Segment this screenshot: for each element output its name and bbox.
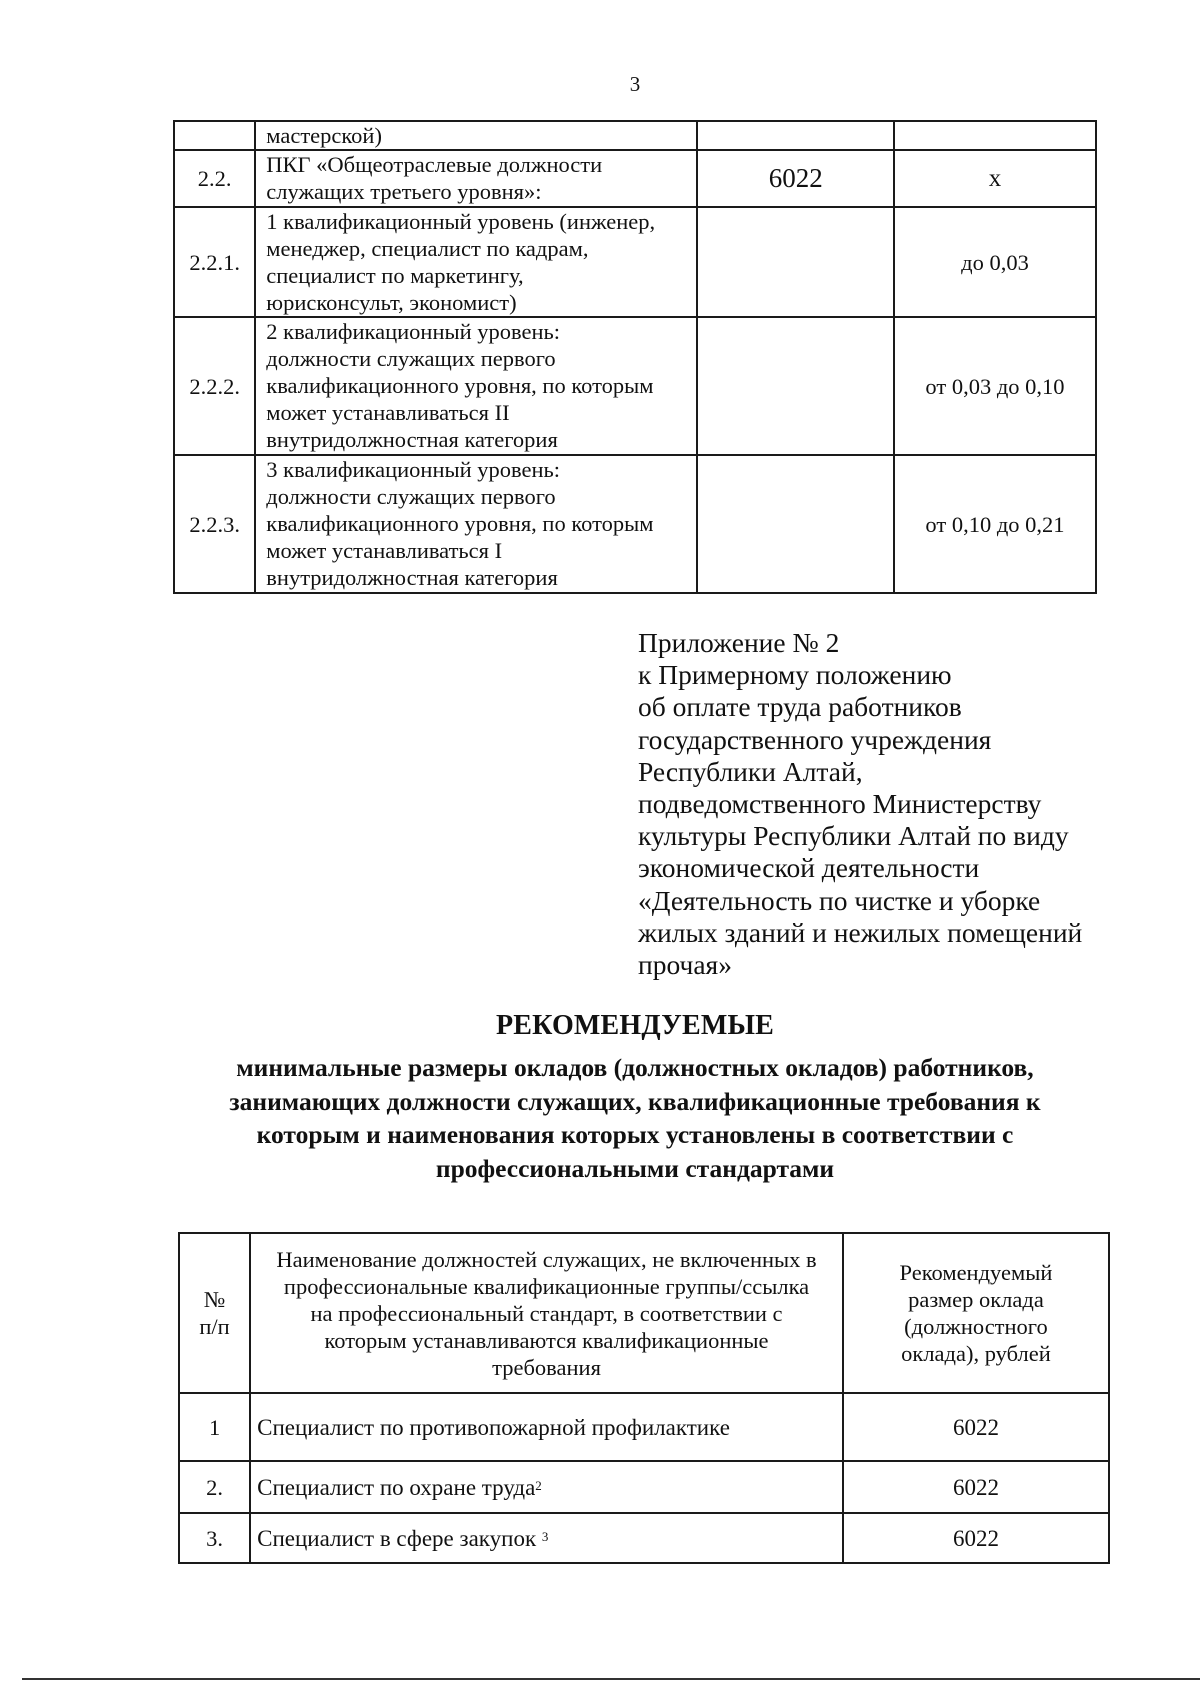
text-line: 3 квалификационный уровень: — [266, 457, 561, 482]
appendix-line: «Деятельность по чистке и уборке — [638, 884, 1041, 916]
row-number — [174, 121, 255, 150]
header-line: оклада), рублей — [901, 1341, 1051, 1366]
coefficient-value — [894, 121, 1096, 150]
appendix-line: экономической деятельности — [638, 852, 980, 884]
text-line: 1 квалификационный уровень (инженер, — [266, 209, 656, 234]
salary-value: 6022 — [697, 150, 894, 207]
text-line: юрисконсульт, экономист) — [266, 290, 517, 315]
header-line: Наименование должностей служащих, не включенных в — [276, 1246, 817, 1272]
appendix-line: прочая» — [638, 949, 732, 981]
row-number: 2.2.1. — [174, 207, 255, 317]
table-row — [174, 317, 1096, 455]
footnote-mark: 3 — [541, 1528, 549, 1544]
appendix-line: Приложение № 2 — [638, 627, 840, 658]
footnote-mark: 2 — [535, 1477, 542, 1493]
position-name — [250, 1461, 843, 1513]
document-title: РЕКОМЕНДУЕМЫЕ — [495, 1010, 775, 1041]
appendix-line: Республики Алтай, — [638, 755, 863, 787]
row-number: 2.2. — [174, 150, 255, 207]
text-line: ПКГ «Общеотраслевые должности — [266, 152, 603, 177]
salary-value — [697, 455, 894, 593]
position-text: Специалист по охране труда — [257, 1474, 536, 1500]
salary-value: 6022 — [843, 1393, 1109, 1461]
position-text: Специалист по противопожарной профилактике — [257, 1414, 730, 1440]
text-line: 2 квалификационный уровень: — [266, 319, 561, 344]
table-row — [174, 207, 1096, 317]
coefficient-value: до 0,03 — [894, 207, 1096, 317]
row-number: 1 — [179, 1393, 250, 1461]
header-line: № — [203, 1287, 226, 1312]
header-line: на профессиональный стандарт, в соответствии с — [310, 1300, 783, 1326]
header-salary — [843, 1233, 1109, 1393]
page-number: 3 — [629, 72, 641, 96]
text-line: менеджер, специалист по кадрам, — [266, 236, 589, 261]
position-name — [250, 1393, 843, 1461]
coefficient-value: от 0,10 до 0,21 — [894, 455, 1096, 593]
table-row — [179, 1513, 1109, 1563]
position-name — [255, 150, 697, 207]
text-line: должности служащих первого — [266, 484, 556, 509]
subtitle-line: занимающих должности служащих, квалификационные требования к — [229, 1086, 1041, 1116]
page-bottom-rule — [22, 1678, 1200, 1680]
table-row — [174, 150, 1096, 207]
header-line: (должностного — [904, 1314, 1048, 1339]
salary-value — [697, 207, 894, 317]
document-subtitle — [0, 1051, 1200, 1185]
salary-value — [697, 317, 894, 455]
table-row — [179, 1393, 1109, 1461]
appendix-reference — [638, 627, 1108, 981]
text-line: специалист по маркетингу, — [266, 263, 524, 288]
text-line: внутридолжностная категория — [266, 427, 558, 452]
subtitle-line: профессиональными стандартами — [435, 1153, 835, 1183]
recommended-salary-table — [178, 1232, 1110, 1564]
appendix-line: культуры Республики Алтай по виду — [638, 820, 1069, 852]
header-number — [179, 1233, 250, 1393]
appendix-line: государственного учреждения — [638, 723, 992, 755]
table-header-row — [179, 1233, 1109, 1393]
subtitle-line: минимальные размеры окладов (должностных окладов) работников, — [236, 1053, 1034, 1082]
appendix-line: об оплате труда работников — [638, 691, 962, 723]
text-line: должности служащих первого — [266, 346, 556, 371]
position-text: Специалист в сфере закупок — [257, 1525, 542, 1551]
appendix-line: к Примерному положению — [638, 659, 952, 691]
table-row — [179, 1461, 1109, 1513]
salary-coefficient-table — [173, 120, 1097, 594]
table-row — [174, 455, 1096, 593]
header-line: размер оклада — [908, 1287, 1044, 1312]
header-line: требования — [492, 1354, 601, 1380]
text-line: внутридолжностная категория — [266, 565, 558, 590]
row-number: 2. — [179, 1461, 250, 1513]
position-name — [255, 207, 697, 317]
header-position — [250, 1233, 843, 1393]
text-line: квалификационного уровня, по которым — [266, 373, 654, 398]
text-line: может устанавливаться II — [266, 400, 510, 425]
position-name — [255, 455, 697, 593]
text-line: мастерской) — [266, 123, 382, 148]
position-name — [255, 317, 697, 455]
appendix-line: подведомственного Министерству — [638, 788, 1042, 820]
header-line: которым устанавливаются квалификационные — [324, 1327, 769, 1353]
header-line: п/п — [199, 1314, 230, 1339]
salary-value — [697, 121, 894, 150]
coefficient-value: х — [894, 150, 1096, 207]
header-line: профессиональные квалификационные группы/ссылка — [283, 1273, 810, 1299]
row-number: 3. — [179, 1513, 250, 1563]
text-line: квалификационного уровня, по которым — [266, 511, 654, 536]
position-name — [255, 121, 697, 150]
text-line: служащих третьего уровня»: — [266, 179, 542, 204]
salary-value: 6022 — [843, 1461, 1109, 1513]
coefficient-value: от 0,03 до 0,10 — [894, 317, 1096, 455]
header-line: Рекомендуемый — [899, 1260, 1053, 1285]
appendix-line: жилых зданий и нежилых помещений — [638, 916, 1083, 948]
row-number: 2.2.2. — [174, 317, 255, 455]
subtitle-line: которым и наименования которых установлены в соответствии с — [256, 1120, 1014, 1149]
table-row — [174, 121, 1096, 150]
salary-value: 6022 — [843, 1513, 1109, 1563]
text-line: может устанавливаться I — [266, 538, 503, 563]
position-name — [250, 1513, 843, 1563]
row-number: 2.2.3. — [174, 455, 255, 593]
